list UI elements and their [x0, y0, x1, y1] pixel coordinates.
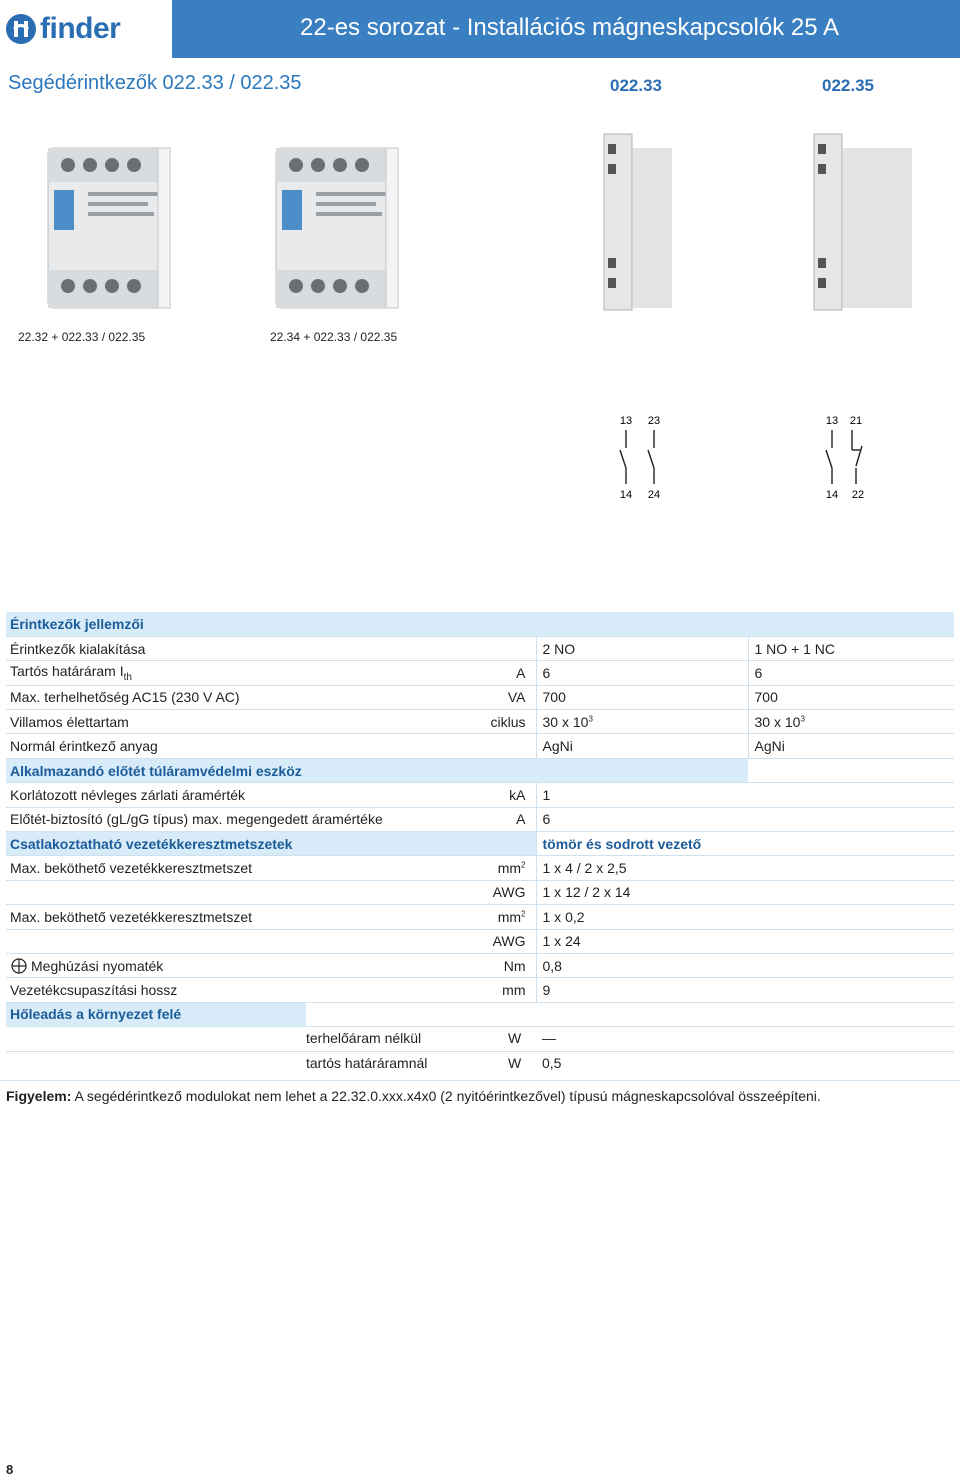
table-row [6, 880, 954, 904]
value-02235: 30 x $10^3$ [748, 710, 954, 734]
row-label: Villamos élettartam [6, 710, 306, 734]
table-row [6, 1027, 954, 1051]
row-unit [306, 734, 536, 758]
value-common: 1 x 4 / 2 x 2,5 [536, 856, 748, 880]
table-row [6, 856, 954, 880]
row-unit: A [516, 811, 526, 828]
value-02233: 30 x $10^3$ [536, 710, 748, 734]
terminal-label: 13 [619, 415, 633, 427]
heat-row-label-rated: tartós határáramnál [306, 1055, 428, 1071]
table-row [6, 953, 954, 977]
terminal-label: 24 [647, 489, 661, 501]
brand-name: finder [40, 12, 121, 45]
table-row [6, 929, 954, 953]
table-row [6, 685, 954, 709]
section-title: Hőleadás a környezet felé [6, 1002, 306, 1026]
terminal-label: 22 [851, 489, 865, 501]
row-label: Max. beköthető vezetékkeresztmetszet [6, 856, 306, 880]
row-unit: A [306, 661, 536, 685]
value-02235: 1 NO + 1 NC [748, 636, 954, 660]
row-label: Max. terhelhetőség AC15 (230 V AC) [6, 685, 306, 709]
row-unit: AWG [306, 929, 536, 953]
section-header [6, 1002, 954, 1026]
value-common: 1 x 24 [536, 929, 748, 953]
section-value: tömör és sodrott vezető [536, 832, 954, 856]
aux-module-02233-photo [596, 128, 686, 318]
terminal-label: 14 [619, 489, 633, 501]
brand-logo [0, 0, 168, 58]
row-unit: $mm^2$ [306, 905, 536, 929]
value-common: 1 x 12 / 2 x 14 [536, 880, 748, 904]
table-row [6, 661, 954, 685]
table-row [6, 710, 954, 734]
terminal-label: 21 [849, 415, 863, 427]
section-title: Csatlakoztatható vezetékkeresztmetszetek [6, 832, 536, 856]
contact-symbol-1no-1nc [818, 410, 878, 506]
terminal-label: 23 [647, 415, 661, 427]
contact-symbol-2no [612, 410, 672, 506]
heat-row-label-no-load: terhelőáram nélkül [306, 1030, 422, 1046]
terminal-label: 14 [825, 489, 839, 501]
table-row [6, 636, 954, 660]
section-header [6, 832, 954, 856]
value-02233: AgNi [536, 734, 748, 758]
table-row [6, 734, 954, 758]
row-unit [306, 636, 536, 660]
value-common: 1 [536, 783, 748, 807]
spec-table [6, 612, 954, 1052]
row-label: Max. beköthető vezetékkeresztmetszet [6, 905, 306, 929]
divider [0, 1080, 960, 1081]
section-header [6, 758, 954, 782]
aux-module-02235-photo [806, 128, 926, 318]
page-number: 8 [6, 1462, 14, 1477]
column-heading-02233: 022.33 [610, 76, 662, 95]
terminal-label: 13 [825, 415, 839, 427]
value-02235: 700 [748, 685, 954, 709]
row-label [6, 1027, 536, 1051]
row-label: Érintkezők kialakítása [6, 636, 306, 660]
section-subtitle: Segédérintkezők 022.33 / 022.35 [8, 72, 302, 94]
row-unit: ciklus [306, 710, 536, 734]
row-label: Meghúzási nyomaték [6, 953, 306, 977]
row-unit: mm [306, 978, 536, 1002]
row-unit: Nm [306, 953, 536, 977]
value-02233: 700 [536, 685, 748, 709]
finder-logo-icon [6, 14, 36, 44]
row-label [6, 880, 306, 904]
value-common: 0,8 [536, 953, 748, 977]
screwdriver-torque-icon [10, 958, 28, 974]
page-title: 22-es sorozat - Installációs mágneskapcsolók 25 A [300, 14, 839, 41]
photo-caption-left: 22.32 + 022.33 / 022.35 [18, 330, 146, 344]
table-row [6, 978, 954, 1002]
value-02235: AgNi [748, 734, 954, 758]
row-unit: kA [306, 783, 536, 807]
value-common: 6 [536, 807, 748, 831]
value-common: 1 x 0,2 [536, 905, 748, 929]
heat-row-unit: W [508, 1030, 522, 1046]
title-bar [172, 0, 960, 58]
value-02233: 2 NO [536, 636, 748, 660]
photo-caption-right: 22.34 + 022.33 / 022.35 [270, 330, 398, 344]
row-label: Vezetékcsupaszítási hossz [6, 978, 306, 1002]
heat-row-unit: W [508, 1055, 522, 1071]
row-label [6, 929, 306, 953]
table-row [6, 905, 954, 929]
contactor-photo-left [28, 120, 198, 320]
row-unit: AWG [306, 880, 536, 904]
note-text: A segédérintkező modulokat nem lehet a 22.32.0.xxx.x4x0 (2 nyitóérintkezővel) típusú mágneskapcsolóval összeépíteni. [71, 1088, 821, 1104]
warning-note [6, 1088, 821, 1104]
row-label: Tartós határáram $I_{th}$ [6, 661, 306, 685]
heat-row-value: 0,5 [542, 1055, 562, 1071]
section-title: Érintkezők jellemzői [6, 612, 954, 636]
header [0, 0, 960, 58]
row-unit: VA [306, 685, 536, 709]
value-02233: 6 [536, 661, 748, 685]
section-header [6, 612, 954, 636]
table-row [6, 783, 954, 807]
row-unit: $mm^2$ [306, 856, 536, 880]
row-label: Korlátozott névleges zárlati áramérték [6, 783, 306, 807]
value-common: 9 [536, 978, 748, 1002]
row-label: Előtét-biztosító (gL/gG típus) max. megengedett áramértéke A [6, 807, 536, 831]
section-title: Alkalmazandó előtét túláramvédelmi eszköz [6, 758, 748, 782]
row-label: Normál érintkező anyag [6, 734, 306, 758]
contactor-photo-right [256, 120, 426, 320]
table-row [6, 807, 954, 831]
note-prefix: Figyelem: [6, 1088, 72, 1104]
column-heading-02235: 022.35 [822, 76, 874, 95]
heat-row-value: — [542, 1030, 556, 1046]
value-02235: 6 [748, 661, 954, 685]
